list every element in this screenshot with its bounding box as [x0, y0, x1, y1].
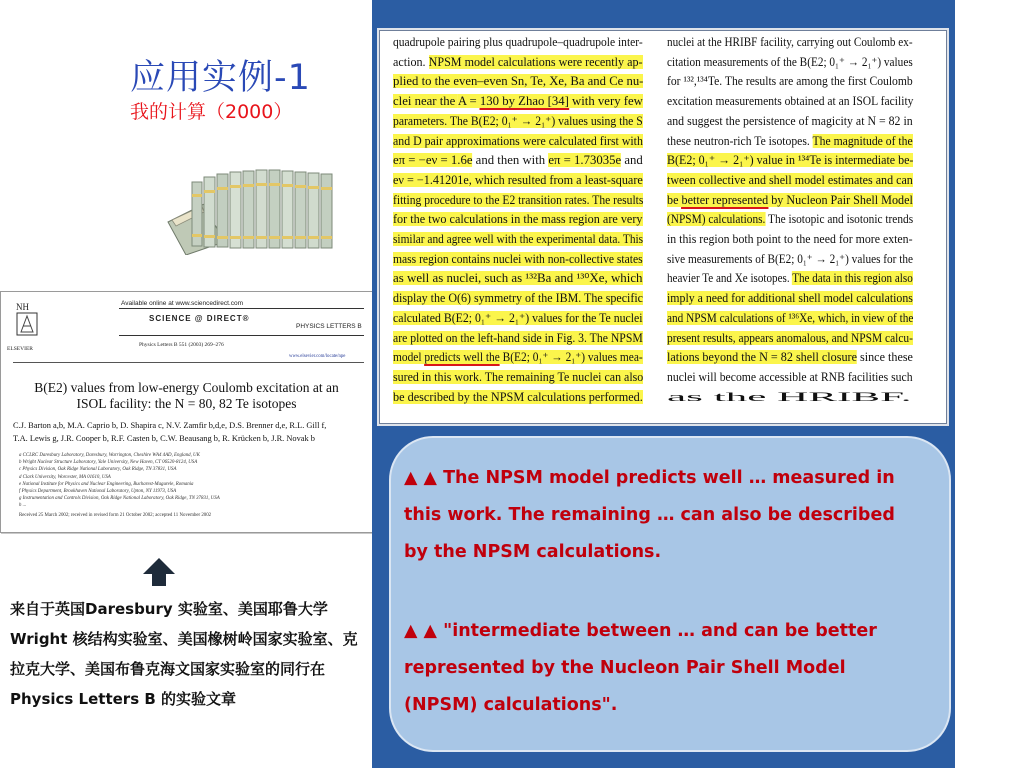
article-line: [667, 92, 913, 111]
article-line: [667, 329, 913, 348]
paper-title: B(E2) values from low-energy Coulomb excitation at an ISOL facility: the N = 80, 82 Te isotopes: [34, 380, 339, 411]
highlighted-text: by Nucleon Pair Shell Model: [768, 192, 913, 207]
text-run: since these: [856, 350, 913, 365]
text-run: for ¹³²,¹³⁴Te. The results are among the first Coulomb: [667, 74, 913, 89]
highlighted-text: NPSM model calculations were recently ap-: [428, 54, 643, 69]
text-run: nuclei at the HRIBF facility, carrying out Coulomb ex-: [667, 35, 913, 49]
highlighted-text: clei near the: [393, 94, 458, 109]
article-line: [667, 309, 913, 328]
article-line: [393, 348, 643, 367]
highlighted-text: and NPSM calculations of ¹³⁶Xe, which, in view of the: [667, 310, 914, 325]
article-line: [667, 210, 913, 229]
highlighted-text: eπ = 1.73035e: [548, 153, 622, 168]
article-line: [667, 112, 913, 131]
available-online: Available online at www.sciencedirect.com: [121, 300, 243, 307]
article-line: [667, 132, 913, 151]
article-excerpt: [379, 30, 947, 424]
text-run: action.: [393, 54, 429, 69]
article-column-right: [667, 33, 915, 413]
paper-header-image: [0, 291, 373, 533]
article-line: [393, 92, 643, 111]
affiliation-line: h ...: [19, 503, 27, 509]
text-run: heavier Te and Xe isotopes.: [667, 271, 793, 286]
article-line: [393, 309, 643, 328]
article-line: [667, 230, 913, 249]
article-line: [667, 191, 913, 210]
article-line: [667, 269, 913, 288]
text-run: these neutron-rich Te isotopes.: [667, 133, 813, 148]
article-line: [393, 191, 643, 210]
highlighted-text: lations beyond the N = 82 shell closure: [667, 350, 857, 365]
highlighted-text: B(E2; 0₁⁺ → 2₁⁺) value in ¹³⁴Te is intermediate be-: [667, 153, 914, 168]
article-line: [667, 171, 913, 190]
article-line: [393, 329, 643, 348]
article-line: [393, 368, 643, 387]
up-arrow-icon: [141, 556, 177, 588]
citation: Physics Letters B 551 (2003) 269–276: [139, 342, 224, 348]
text-run: nuclei will become accessible at RNB facilities such: [667, 369, 913, 384]
article-line: [667, 250, 913, 269]
text-run: excitation measurements obtained at an ISOL facility: [667, 94, 914, 109]
text-run: and suggest the persistence of magicity at N = 82 in: [667, 113, 913, 128]
text-run: sive measurements of B(E2; 0₁⁺ → 2₁⁺) values for the: [667, 251, 914, 266]
callout-paragraph-1: ▲ ▲ The NPSM model predicts well … measured in this work. The remaining … can also be described by the NPSM calculations.: [404, 468, 895, 562]
highlighted-text: imply a need for additional shell model calculations: [667, 291, 913, 306]
source-caption: 来自于英国Daresbury 实验室、美国耶鲁大学Wright 核结构实验室、美国橡树岭国家实验室、克拉克大学、美国布鲁克海文国家实验室的同行在Physics Letters B 的实验文章: [10, 600, 358, 708]
affiliation-line: g Instrumentation and Controls Division, Oak Ridge National Laboratory, Oak Ridge, TN 37831, USA: [19, 496, 220, 502]
highlighted-text: fitting procedure to the E2 transition rates. The results: [393, 192, 644, 207]
article-line: [393, 388, 643, 407]
article-column-left: [393, 33, 645, 413]
highlighted-text: similar and agree well with the experimental data. This: [393, 232, 644, 246]
highlighted-text: present results, appears anomalous, and NPSM calcu-: [667, 330, 913, 345]
article-line: [667, 33, 913, 52]
article-line: [393, 112, 643, 131]
text-run: citation measurements of the B(E2; 0₁⁺ → 2₁⁺) values: [667, 54, 913, 69]
highlighted-text: be described by the NPSM calculations performed.: [393, 389, 643, 404]
sciencedirect-logo: SCIENCE @ DIRECT®: [149, 314, 250, 323]
svg-text:NH: NH: [16, 302, 29, 312]
article-line: [393, 53, 643, 72]
underlined-phrase: 130 by Zhao [34]: [479, 94, 569, 109]
highlighted-text: calculated B(E2; 0₁⁺ → 2₁⁺) values for the Te nuclei: [393, 310, 643, 325]
publisher-name: ELSEVIER: [7, 346, 33, 352]
highlighted-text: sured in this work. The remaining Te nuclei can also: [393, 369, 644, 384]
article-line: [667, 151, 913, 170]
highlighted-text: plied to the even–even Sn, Te, Xe, Ba and Ce nu-: [393, 74, 644, 89]
affiliation-line: d Clark University, Worcester, MA 01610, USA: [19, 474, 111, 480]
publisher-logo: [13, 300, 41, 346]
highlighted-text: tween collective and shell model estimates and can: [667, 172, 913, 187]
article-line: [667, 289, 913, 308]
highlighted-text: , which resulted from a least-square: [468, 172, 643, 187]
article-line: [393, 33, 643, 52]
slide-subtitle: 我的计算（2000）: [130, 101, 293, 123]
highlighted-text: The data in this region also: [792, 271, 913, 286]
article-line: [393, 171, 643, 190]
text-run: The isotopic and isotonic trends: [765, 212, 914, 227]
underlined-phrase: predicts well the: [424, 350, 500, 365]
highlighted-text: as well as nuclei, such as ¹³²Ba and ¹³⁰Xe, which: [393, 271, 643, 286]
article-line: [393, 269, 643, 288]
slide-title: 应用实例-1: [130, 58, 311, 98]
journal-url: www.elsevier.com/locate/npe: [289, 354, 346, 359]
highlighted-text: model: [393, 350, 425, 365]
article-line: [667, 368, 913, 387]
affiliation-line: e National Institute for Physics and Nuclear Engineering, Bucharest-Magurele, Romania: [19, 481, 194, 487]
article-line: [393, 250, 643, 269]
highlighted-text: parameters. The B(E2; 0₁⁺ → 2₁⁺) values using the S: [393, 113, 643, 128]
article-line: [393, 210, 643, 229]
text-run: and then with: [472, 153, 549, 168]
highlighted-text: with very few: [568, 94, 643, 109]
article-line: [393, 230, 643, 249]
highlighted-text: eπ = −eν = 1.6e: [393, 153, 473, 168]
text-run: quadrupole pairing plus quadrupole–quadrupole inter-: [393, 35, 643, 49]
books-icon: [164, 160, 354, 255]
text-run: as the HRIBF.: [667, 389, 912, 404]
affiliation-line: a CCLRC Daresbury Laboratory, Daresbury, Warrington, Cheshire WA4 4AD, England, UK: [19, 453, 200, 458]
affiliation-line: c Physics Division, Oak Ridge National Laboratory, Oak Ridge, TN 37831, USA: [19, 467, 177, 473]
highlighted-text: eν = −1.41201e: [393, 172, 469, 187]
highlighted-text: The magnitude of the: [812, 133, 913, 148]
article-line: [393, 132, 643, 151]
highlighted-text: be: [667, 192, 682, 207]
journal-name: PHYSICS LETTERS B: [296, 323, 362, 330]
highlighted-text: are plotted on the left-hand side in Fig. 3. The NPSM: [393, 330, 643, 345]
authors-line-2: T.A. Lewis g, J.R. Cooper b, R.F. Casten b, C.W. Beausang b, R. Krücken b, J.R. Novak b: [13, 434, 315, 443]
callout-paragraph-2: ▲ ▲ "intermediate between … and can be better represented by the Nucleon Pair Shell Model (NPSM) calculations".: [404, 621, 877, 715]
highlighted-text: for the two calculations in the mass region are very: [393, 212, 643, 227]
highlighted-text: and D pair approximations were calculated first with: [393, 133, 643, 148]
article-line: [393, 289, 643, 308]
article-line: [393, 72, 643, 91]
highlighted-text: (NPSM) calculations.: [667, 212, 766, 227]
highlighted-text: A =: [457, 94, 480, 109]
affiliation-line: b Wright Nuclear Structure Laboratory, Yale University, New Haven, CT 06520-8124, USA: [19, 460, 198, 466]
affiliation-line: Received 25 March 2002; received in revised form 21 October 2002; accepted 11 November 2002: [19, 512, 212, 518]
article-line: [667, 72, 913, 91]
authors-line-1: C.J. Barton a,b, M.A. Caprio b, D. Shapira c, N.V. Zamfir b,d,e, D.S. Brenner d,e, R.L. Gill f,: [13, 421, 327, 430]
article-line: [667, 388, 911, 407]
article-line: [667, 53, 913, 72]
highlighted-text: mass region contains nuclei with non-collective states: [393, 251, 643, 266]
underlined-phrase: better represented: [681, 192, 769, 207]
article-line: [393, 151, 643, 170]
highlighted-text: B(E2; 0₁⁺ → 2₁⁺) values mea-: [499, 350, 643, 365]
article-line: [667, 348, 913, 367]
affiliation-line: f Physics Department, Brookhaven National Laboratory, Upton, NY 11973, USA: [19, 489, 177, 495]
text-run: in this region both point to the need for more exten-: [667, 232, 913, 246]
highlighted-text: display the O(6) symmetry of the IBM. The specific: [393, 291, 644, 306]
text-run: and: [621, 153, 643, 168]
